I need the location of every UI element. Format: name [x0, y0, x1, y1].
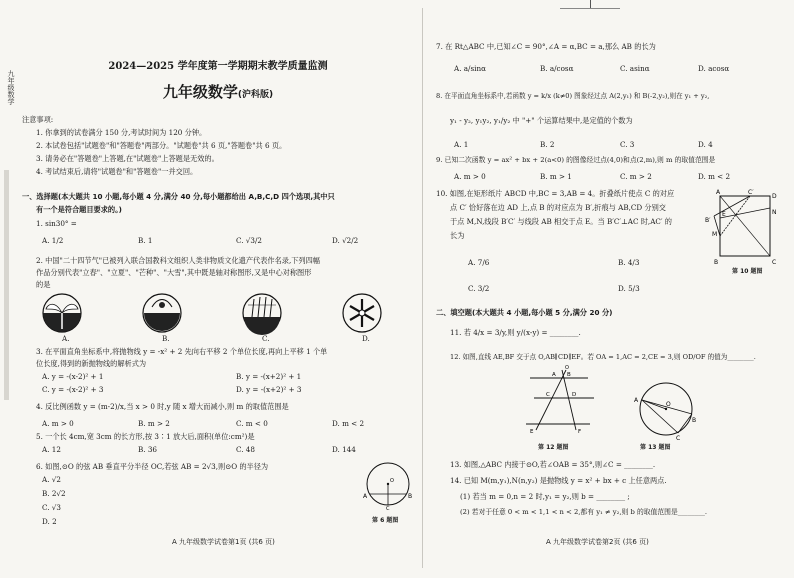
q9-option-a: A. m > 0	[454, 172, 486, 181]
q8-line: 8. 在平面直角坐标系中,若函数 y = k/x (k≠0) 图象经过点 A(2,y₁) 和 B(-2,y₂),则在 y₁ + y₂,	[436, 92, 710, 100]
q10-label-c: C	[772, 259, 777, 266]
q10-label-n: N	[772, 209, 777, 216]
q5-option-a: A. 12	[42, 445, 61, 454]
q1-option-b: B. 1	[138, 236, 153, 245]
q2-option-d: D.	[362, 334, 370, 343]
q14-line: 14. 已知 M(m,y₁),N(n,y₂) 是抛物线 y = x² + bx + c 上任意两点.	[450, 476, 667, 485]
q9-option-d: D. m < 2	[698, 172, 731, 181]
q4-option-b: B. m > 2	[138, 419, 170, 428]
q6-label-b: B	[408, 493, 413, 500]
q7-option-d: D. acosα	[698, 64, 730, 73]
q7-line: 7. 在 Rt△ABC 中,已知∠C = 90°,∠A = α,BC = a,那么 AB 的长为	[436, 42, 656, 51]
q9-line: 9. 已知二次函数 y = ax² + bx + 2(a<0) 的图像经过点(4,0)和点(2,m),则 m 的取值范围是	[436, 156, 716, 164]
q6-label-o: O	[390, 478, 394, 484]
q12-figure	[522, 365, 602, 436]
q14-line: (1) 若当 m = 0,n = 2 时,y₁ = y₂,则 b = ________ ;	[460, 492, 630, 501]
q2-figures	[34, 291, 414, 339]
q8-option-d: D. 4	[698, 140, 713, 149]
q14-line: (2) 若对于任意 0 < m < 1,1 < n < 2,都有 y₁ ≠ y₂,则 b 的取值范围是________.	[460, 508, 708, 516]
q3-option-c: C. y = -(x-2)² + 3	[42, 385, 104, 394]
q4-option-d: D. m < 2	[332, 419, 365, 428]
solar-term-daxue-icon	[343, 294, 381, 332]
q12-label-o: O	[565, 365, 569, 371]
q10-option-d: D. 5/3	[618, 284, 640, 293]
q2-line: 2. 中国"二十四节气"已被列入联合国教科文组织人类非物质文化遗产代表作名录,下列四幅	[36, 256, 320, 265]
q4-option-c: C. m < 0	[236, 419, 268, 428]
q1-stem: 1. sin30° =	[36, 219, 77, 228]
q12-label-a: A	[552, 372, 556, 378]
q2-option-b: B.	[162, 334, 170, 343]
q10-option-c: C. 3/2	[468, 284, 490, 293]
q3-line: 3. 在平面直角坐标系中,将抛物线 y = -x² + 2 先向右平移 2 个单位长度,再向上平移 1 个单	[36, 347, 328, 356]
q10-line: 长为	[450, 231, 465, 240]
q13-label-b: B	[692, 417, 697, 424]
q12-label-d: D	[572, 392, 577, 398]
q5-line: 5. 一个长 4cm,宽 3cm 的长方形,按 3∶1 放大后,面积(单位:cm²)是	[36, 432, 255, 441]
q4-option-a: A. m > 0	[42, 419, 74, 428]
q2-option-a: A.	[62, 334, 70, 343]
q13-label-o: O	[666, 401, 671, 408]
section1-heading-cont: 有一个是符合题目要求的。)	[36, 205, 122, 214]
exam-title: 2024—2025 学年度第一学期期末教学质量监测	[108, 61, 328, 72]
right-footer: A 九年级数学试卷第2页 (共6 页)	[546, 538, 649, 546]
q1-option-c: C. √3/2	[236, 236, 262, 245]
q12-label-c: C	[546, 392, 550, 398]
note-item: 3. 请务必在"答题卷"上答题,在"试题卷"上答题是无效的。	[36, 154, 219, 163]
q13-label-c: C	[676, 435, 681, 442]
solar-term-mangzhong-icon	[243, 294, 281, 335]
q3-line: 位长度,得到的新抛物线的解析式为	[36, 359, 147, 368]
q2-line: 作品分别代表"立春"、"立夏"、"芒种"、"大雪",其中既是轴对称图形,又是中心对称图形	[36, 268, 312, 277]
q5-option-c: C. 48	[236, 445, 255, 454]
q11-text: 11. 若 4/x = 3/y,则 y/(x-y) = ________.	[450, 328, 581, 337]
section1-heading: 一、选择题(本大题共 10 小题,每小题 4 分,满分 40 分,每小题都给出 A,B,C,D 四个选项,其中只	[22, 192, 335, 201]
q7-option-c: C. asinα	[620, 64, 650, 73]
solar-term-lichun-icon	[43, 294, 81, 332]
q5-option-b: B. 36	[138, 445, 157, 454]
q6-option-a: A. √2	[42, 475, 61, 484]
q7-option-a: A. a/sinα	[454, 64, 486, 73]
q6-option-c: C. √3	[42, 503, 61, 512]
q10-label-m: M	[712, 231, 718, 238]
q9-option-b: B. m > 1	[540, 172, 572, 181]
q10-line: 点 C′ 恰好落在边 AD 上,点 B 的对应点为 B′,折痕与 AB,CD 分别交	[450, 203, 666, 212]
q3-option-d: D. y = -(x+2)² + 3	[236, 385, 302, 394]
section2-heading: 二、填空题(本大题共 4 小题,每小题 5 分,满分 20 分)	[436, 308, 613, 317]
q4-line: 4. 反比例函数 y = (m-2)/x,当 x > 0 时,y 随 x 增大而减小,则 m 的取值范围是	[36, 402, 289, 411]
page-divider	[422, 8, 423, 568]
q10-option-a: A. 7/6	[468, 258, 490, 267]
note-item: 1. 你拿到的试卷满分 150 分,考试时间为 120 分钟。	[36, 128, 207, 137]
q10-label-a: A	[716, 189, 721, 196]
note-item: 4. 考试结束后,请将"试题卷"和"答题卷"一并交回。	[36, 167, 198, 176]
q6-option-b: B. 2√2	[42, 489, 66, 498]
q8-option-a: A. 1	[454, 140, 469, 149]
q6-label-a: A	[363, 493, 368, 500]
q10-line: 于点 M,N,线段 B′C′ 与线段 AB 相交于点 E。当 B′C′⊥AC 时,AC′ 的	[450, 217, 672, 226]
q13-label-a: A	[634, 397, 639, 404]
q12-label-f: F	[578, 429, 582, 435]
q3-option-a: A. y = -(x-2)² + 1	[42, 372, 104, 381]
q3-option-b: B. y = -(x+2)² + 1	[236, 372, 302, 381]
q6-option-d: D. 2	[42, 517, 57, 526]
q13-figure-caption: 第 13 题图	[640, 444, 671, 451]
left-footer: A 九年级数学试卷第1页 (共6 页)	[172, 538, 275, 546]
q10-option-b: B. 4/3	[618, 258, 640, 267]
exam-subtitle	[22, 83, 414, 102]
q7-option-b: B. a/cosα	[540, 64, 574, 73]
notes-header: 注意事项:	[22, 115, 54, 124]
q1-option-a: A. 1/2	[42, 236, 64, 245]
q8-option-b: B. 2	[540, 140, 555, 149]
q12-text: 12. 如图,直线 AE,BF 交于点 O,AB∥CD∥EF。若 OA = 1,AC = 2,CE = 3,则 OD/OF 的值为________.	[450, 353, 756, 361]
q13-figure	[634, 378, 698, 440]
q8-option-c: C. 3	[620, 140, 635, 149]
edition-note: (沪科版)	[237, 90, 274, 100]
q10-label-e: E	[722, 211, 726, 218]
q12-label-b: B	[567, 372, 571, 378]
q8-line: y₁ - y₂, y₁y₂, y₁/y₂ 中 "+" 个运算结果中,是定值的个数为	[450, 116, 633, 125]
q2-line: 的是	[36, 280, 51, 289]
q6-label-c: C	[386, 506, 390, 512]
q2-option-c: C.	[262, 334, 270, 343]
q10-label-c-prime: C′	[748, 189, 754, 196]
note-item: 2. 本试卷包括"试题卷"和"答题卷"两部分。"试题卷"共 6 页,"答题卷"共 6 页。	[36, 141, 287, 150]
binding-strip	[4, 170, 9, 400]
q6-line: 6. 如图,⊙O 的弦 AB 垂直平分半径 OC,若弦 AB = 2√3,则⊙O 的半径为	[36, 462, 269, 471]
q10-figure	[704, 186, 788, 266]
spine-label: 九年级数学	[7, 70, 15, 105]
left-page	[22, 0, 414, 578]
q12-figure-caption: 第 12 题图	[538, 444, 569, 451]
q10-label-b: B	[714, 259, 719, 266]
q10-label-d: D	[772, 193, 777, 200]
q6-figure-caption: 第 6 题图	[372, 517, 399, 524]
subject-title: 九年级数学	[162, 83, 238, 101]
q10-label-b-prime: B′	[705, 217, 711, 224]
right-page	[436, 0, 788, 578]
solar-term-lixia-icon	[143, 294, 181, 332]
q13-text: 13. 如图,△ABC 内接于⊙O,若∠OAB = 35°,则∠C = ________.	[450, 460, 656, 469]
q6-figure	[358, 458, 418, 510]
q9-option-c: C. m > 2	[620, 172, 652, 181]
q10-figure-caption: 第 10 题图	[732, 268, 763, 275]
q10-line: 10. 如图,在矩形纸片 ABCD 中,BC = 3,AB = 4。折叠纸片使点 C 的对应	[436, 189, 675, 198]
q5-option-d: D. 144	[332, 445, 356, 454]
q1-option-d: D. √2/2	[332, 236, 359, 245]
q12-label-e: E	[530, 429, 534, 435]
